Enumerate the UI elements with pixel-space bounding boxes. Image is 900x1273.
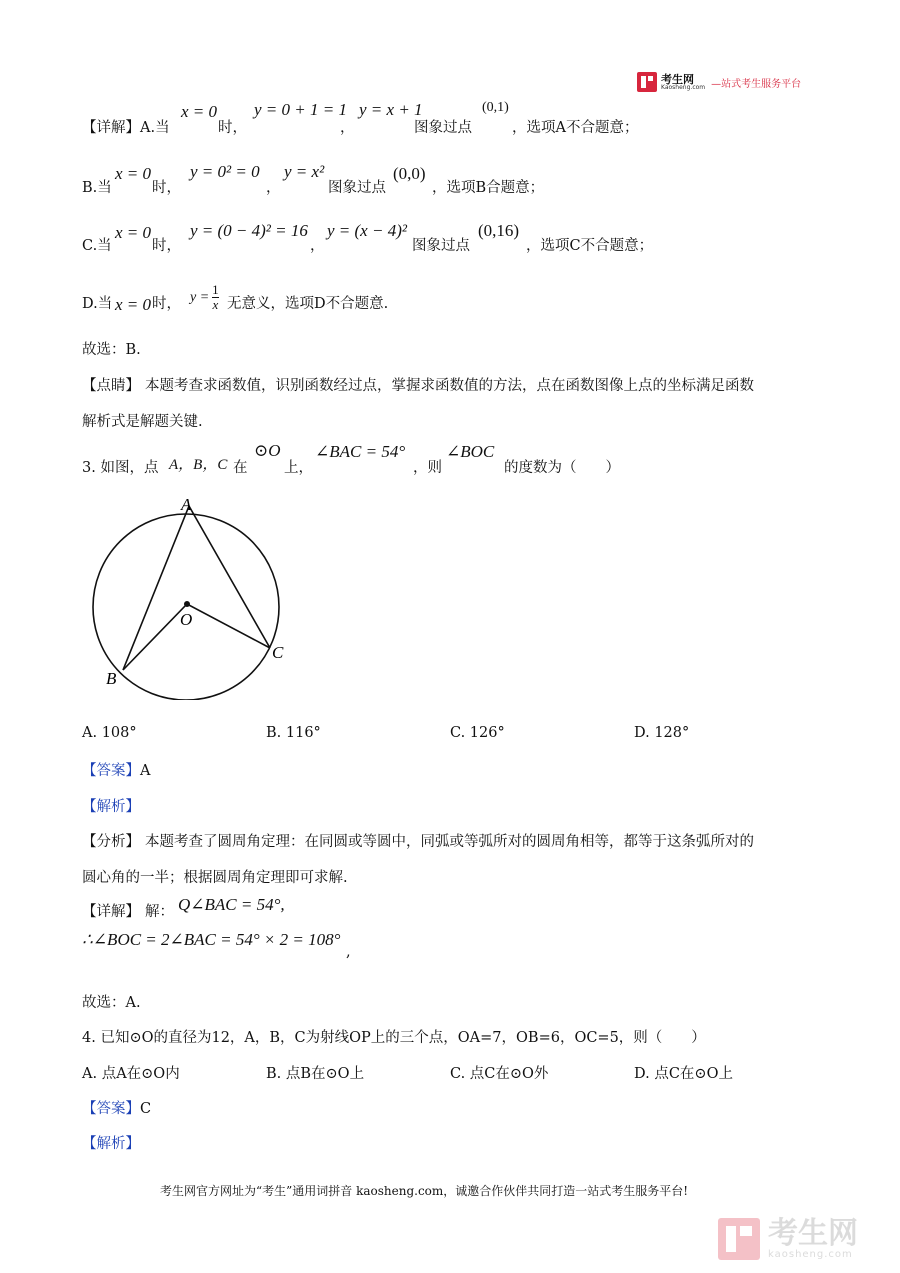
line4-math2: [190, 283, 219, 312]
line3-math4: (0,16): [478, 221, 520, 240]
q3-xiangjie-label: 【详解】: [82, 904, 140, 920]
q3-option-a: A. 108°: [82, 725, 137, 741]
label-c: C: [272, 643, 284, 662]
center-point: [184, 601, 190, 607]
q3-therefore-comma: ,: [346, 944, 351, 960]
header-logo: [637, 72, 801, 92]
line3-math2: y = (0 − 4)² = 16: [190, 221, 308, 240]
line2-math1: x = 0: [115, 164, 152, 183]
q3-fenxi-line2: 圆心角的一半；根据圆周角定理即可求解.: [82, 870, 348, 886]
q3-answer-value: A: [140, 763, 151, 779]
q4-answer: [82, 1097, 151, 1118]
q4-option-b: B. 点B在⊙O上: [266, 1066, 365, 1082]
q3-answer: [82, 759, 150, 780]
q3-fenxi-line1: 本题考查了圆周角定理：在同圆或等圆中，同弧或等弧所对的圆周角相等，都等于这条弧所对的: [145, 834, 754, 850]
q3-math1: ∠BAC = 54°: [315, 442, 406, 461]
footer-text: 考生网官方网址为“考生”通用词拼音 kaosheng.com，诚邀合作伙伴共同打造一站式考生服务平台!: [160, 1184, 689, 1198]
q3-analysis-label: 【解析】: [82, 799, 140, 815]
line1-text1: 时，: [218, 120, 247, 136]
line2-math2: y = 0² = 0: [190, 162, 260, 181]
line2-text4: ，选项B合题意；: [432, 180, 545, 196]
label-o: O: [180, 610, 193, 629]
q3-text4: 的度数为（ ）: [504, 460, 620, 476]
line3-math1: x = 0: [115, 223, 152, 242]
line1-math2: y = 0 + 1 = 1: [254, 100, 347, 119]
line3-text3: 图象过点: [412, 238, 470, 254]
q4-answer-value: C: [140, 1101, 152, 1117]
q4-option-d: D. 点C在⊙O上: [634, 1066, 733, 1082]
q3-fenxi-label: 【分析】: [82, 834, 140, 850]
circle-o: [93, 514, 279, 700]
q3-choose: 故选：A.: [82, 995, 141, 1011]
line1-math3: y = x + 1: [359, 100, 423, 119]
line1-text4: ，选项A不合题意；: [512, 120, 639, 136]
line6-text: 本题考查求函数值，识别函数经过点，掌握求函数值的方法，点在函数图像上点的坐标满足函数: [145, 378, 754, 394]
label-b: B: [106, 669, 117, 688]
line3-math3: y = (x − 4)²: [327, 221, 407, 240]
q3-option-b: B. 116°: [266, 725, 321, 741]
line1-text3: 图象过点: [414, 120, 472, 136]
q4-analysis-label: 【解析】: [82, 1136, 140, 1152]
line6-label: 【点睛】: [82, 378, 140, 394]
chords-ab-ac: [123, 506, 270, 670]
line2-text1: 时，: [152, 180, 181, 196]
line1-text2: ，: [340, 120, 355, 136]
line4-text0: D.当: [82, 296, 113, 312]
q4-option-a: A. 点A在⊙O内: [82, 1066, 180, 1082]
line3-text4: ，选项C不合题意；: [526, 238, 654, 254]
watermark-name: 考生网: [768, 1215, 858, 1251]
logo-domain: Kaosheng.com: [661, 83, 706, 91]
q3-answer-label: 【答案】: [82, 763, 140, 779]
line3-text0: C.当: [82, 238, 112, 254]
q3-option-c: C. 126°: [450, 725, 505, 741]
q3-text0: 3. 如图，点: [82, 460, 159, 476]
label-a: A: [181, 495, 192, 514]
q4-stem: 4. 已知⊙O的直径为12，A，B，C为射线OP上的三个点，OA=7，OB=6，OC=5，则（ ）: [82, 1030, 706, 1046]
q4-answer-label: 【答案】: [82, 1101, 140, 1117]
q3-text3: ，则: [413, 460, 442, 476]
line2-text3: 图象过点: [328, 180, 386, 196]
q3-points: A，B，C: [169, 457, 228, 473]
fraction-denominator: x: [212, 297, 219, 312]
line1-math4: (0,1): [482, 100, 509, 115]
line2-math4: (0,0): [393, 164, 426, 183]
line3-text2: ，: [310, 238, 325, 254]
q3-therefore-math: ∴∠BOC = 2∠BAC = 54° × 2 = 108°: [82, 930, 341, 949]
line7-text: 解析式是解题关键.: [82, 414, 203, 430]
logo-name: 考生网: [661, 72, 694, 86]
line4-math1: x = 0: [115, 295, 152, 314]
line2-text2: ，: [266, 180, 281, 196]
q3-math2: ∠BOC: [446, 442, 495, 461]
line1-label: 【详解】A.当: [82, 120, 170, 136]
logo-mark-icon: [637, 72, 657, 92]
line2-math3: y = x²: [284, 162, 325, 181]
q3-xiangjie-math: Q∠BAC = 54°,: [178, 895, 285, 914]
header-slogan: —站式考生服务平台: [711, 78, 802, 90]
q3-text2: 上，: [284, 460, 313, 476]
circle-figure: [86, 490, 286, 700]
line4-text1: 时，: [152, 296, 181, 312]
q4-option-c: C. 点C在⊙O外: [450, 1066, 549, 1082]
line4-fraction: [212, 283, 219, 312]
watermark-logo-icon: [718, 1218, 760, 1260]
line2-text0: B.当: [82, 180, 112, 196]
line5-choose: 故选：B.: [82, 342, 141, 358]
line1-math1: x = 0: [181, 102, 218, 121]
line3-text1: 时，: [152, 238, 181, 254]
q3-text1: 在: [233, 460, 248, 476]
watermark-domain: kaosheng.com: [768, 1248, 853, 1260]
q3-option-d: D. 128°: [634, 725, 690, 741]
line4-text2: 无意义，选项D不合题意.: [227, 296, 389, 312]
line4-math2-lhs: y =: [190, 289, 210, 305]
footer-watermark: [718, 1215, 858, 1260]
q3-xiangjie-text: 解：: [145, 904, 174, 920]
fraction-numerator: 1: [212, 282, 219, 297]
q3-circle-o: ⊙O: [254, 441, 281, 460]
